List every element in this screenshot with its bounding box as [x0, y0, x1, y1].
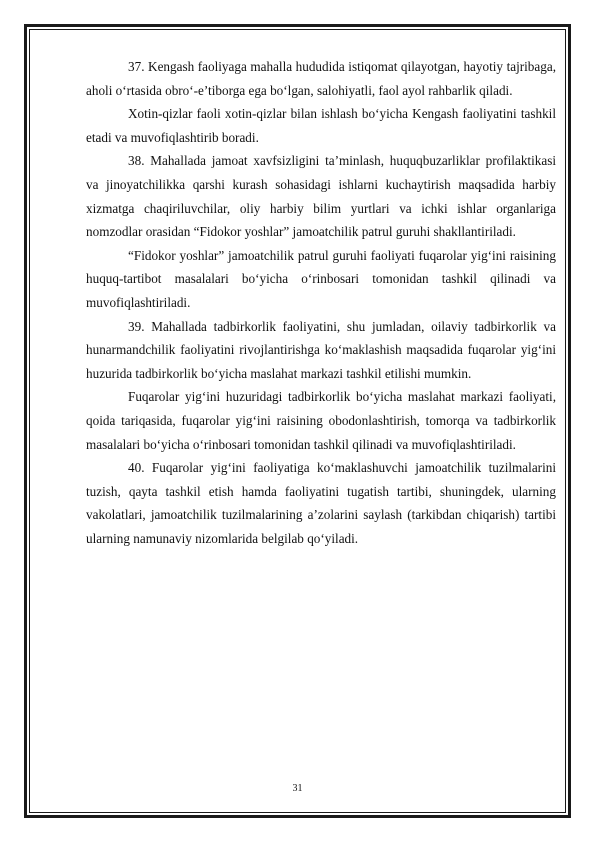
paragraph-39: 39. Mahallada tadbirkorlik faoliyatini, shu jumladan, oilaviy tadbirkorlik va hunarmandchilik faoliyatini rivojlantirishga ko‘maklashish maqsadida fuqarolar yig‘ini huzurida tadbirkorlik bo‘yicha maslahat markazi tashkil etilishi mumkin. [86, 318, 556, 381]
paragraph-patrol-group: “Fidokor yoshlar” jamoatchilik patrul guruhi faoliyati fuqarolar yig‘ini raisining huquq-tartibot masalalari bo‘yicha o‘rinbosari tomonidan tashkil qilinadi va muvofiqlashtiriladi. [86, 247, 556, 310]
paragraph-40: 40. Fuqarolar yig‘ini faoliyatiga ko‘maklashuvchi jamoatchilik tuzilmalarini tuzish, qayta tashkil etish hamda faoliyatini tugatish tartibi, shuningdek, ularning vakolatlari, jamoatchilik tuzilmalarining a’zolarini saylash (tarkibdan chiqarish) tartibi ularning namunaviy nizomlarida belgilab qo‘yiladi. [86, 460, 556, 546]
paragraph-womens-activist: Xotin-qizlar faoli xotin-qizlar bilan ishlash bo‘yicha Kengash faoliyatini tashkil etadi va muvofiqlashtirib boradi. [86, 106, 556, 145]
page-number: 31 [292, 783, 303, 794]
paragraph-advisory-center: Fuqarolar yig‘ini huzuridagi tadbirkorlik bo‘yicha maslahat markazi faoliyati, qoida tariqasida, fuqarolar yig‘ini raisining obodonlashtirish, tomorqa va tadbirkorlik masalalari bo‘yicha o‘rinbosari tomonidan tashkil qilinadi va muvofiqlashtiriladi. [86, 389, 556, 452]
paragraph-37: 37. Kengash faoliyaga mahalla hududida istiqomat qilayotgan, hayotiy tajribaga, aholi o‘rtasida obro‘-e’tiborga ega bo‘lgan, salohiyatli, faol ayol rahbarlik qiladi. [86, 59, 556, 98]
document-body [86, 55, 556, 550]
paragraph-38: 38. Mahallada jamoat xavfsizligini ta’minlash, huquqbuzarliklar profilaktikasi va jinoyatchilikka qarshi kurash sohasidagi ishlarni kuchaytirish maqsadida harbiy xizmatga chaqiriluvchilar, oliy harbiy bilim yurtlari va ichki ishlar organlariga nomzodlar orasidan “Fidokor yoshlar” jamoatchilik patrul guruhi shakllantiriladi. [86, 153, 556, 240]
